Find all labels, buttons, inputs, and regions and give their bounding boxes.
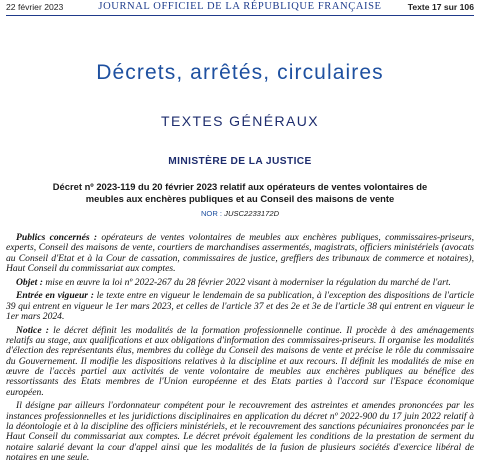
paragraph-ordonnateur: [6, 401, 474, 463]
nor-reference: [0, 209, 480, 218]
paragraph-publics: [6, 233, 474, 274]
paragraph-text: Il désigne par ailleurs l'ordonnateur compétent pour le recouvrement des astreintes et amendes prononcées par les instances professionnelles et les juridictions disciplinaires en application du décret nº 2022-900 du 17 juin 2022 relatif à la déontologie et à la discipline des officiers ministériels, et le recouvrement des sanctions pécuniaires prononcées par le Haut Conseil du commissariat aux comptes. Le décret prévoit également les conditions de la prestation de serment du notaire salarié devant la cour d'appel ainsi que les modalités de la fusion de plusieurs sociétés d'exercice libéral de notaires en une seule.: [6, 400, 474, 463]
paragraph-text: le texte entre en vigueur le lendemain de sa publication, à l'exception des dispositions de l'article 39 qui entrent en vigueur le 1er mars 2023, et celles de l'article 37 et des 2e et 3e de l'article 38 qui entrent en vigueur le 1er mars 2024.: [6, 290, 474, 323]
paragraph-entree-en-vigueur: [6, 291, 474, 322]
ministry-heading: MINISTÈRE DE LA JUSTICE: [168, 156, 312, 167]
text-number: Texte 17 sur 106: [407, 2, 474, 12]
section-title: Décrets, arrêtés, circulaires: [96, 61, 384, 84]
paragraph-text: opérateurs de ventes volontaires de meubles aux enchères publiques, commissaires-priseurs, experts, Conseil des maisons de vente, courtiers de marchandises assermentés, magistrats, officiers ministériels (avocats au Conseil d'Etat et à la Cour de cassation, commissaires de justice, greffiers des tribunaux de commerce et notaires), Haut Conseil du commissariat aux comptes.: [6, 232, 474, 274]
publication-date: 22 février 2023: [6, 2, 64, 12]
paragraph-text: mise en œuvre la loi nº 2022-267 du 28 février 2022 visant à moderniser la régulation du marché de l'art.: [42, 276, 451, 288]
journal-title: JOURNAL OFFICIEL DE LA RÉPUBLIQUE FRANÇAISE: [98, 1, 382, 12]
nor-code: JUSC2233172D: [224, 209, 280, 218]
nor-label: NOR :: [200, 209, 223, 218]
paragraph-label: Entrée en vigueur :: [16, 290, 94, 302]
paragraph-objet: [6, 278, 474, 288]
decree-body: [6, 233, 474, 467]
paragraph-label: Publics concernés :: [16, 232, 98, 243]
journal-header: [6, 0, 474, 16]
paragraph-label: Notice :: [16, 324, 49, 336]
paragraph-notice: [6, 326, 474, 398]
paragraph-text: le décret définit les modalités de la formation professionnelle continue. Il procède à des aménagements relatifs au stage, aux qualifications et aux obligations d'information des commissaires-priseurs. Il organise les modalités d'élection des représentants élus, membres du collège du Conseil des maisons de vente et précise le rôle du commissaire du Gouvernement. Il modifie les dispositions relatives à la discipline et aux recours. Il définit les modalités de mise en œuvre de l'accès partiel aux activités de vente volontaire de meubles aux enchères publiques au bénéfice des ressortissants des Etats membres de l'Union européenne et des Etats parties à l'accord sur l'Espace économique européen.: [6, 324, 474, 398]
paragraph-label: Objet :: [16, 276, 43, 288]
subsection-title: TEXTES GÉNÉRAUX: [161, 113, 319, 129]
decree-title: Décret nº 2023-119 du 20 février 2023 relatif aux opérateurs de ventes volontaires de meubles aux enchères publiques et au Conseil des maisons de vente: [52, 181, 428, 204]
